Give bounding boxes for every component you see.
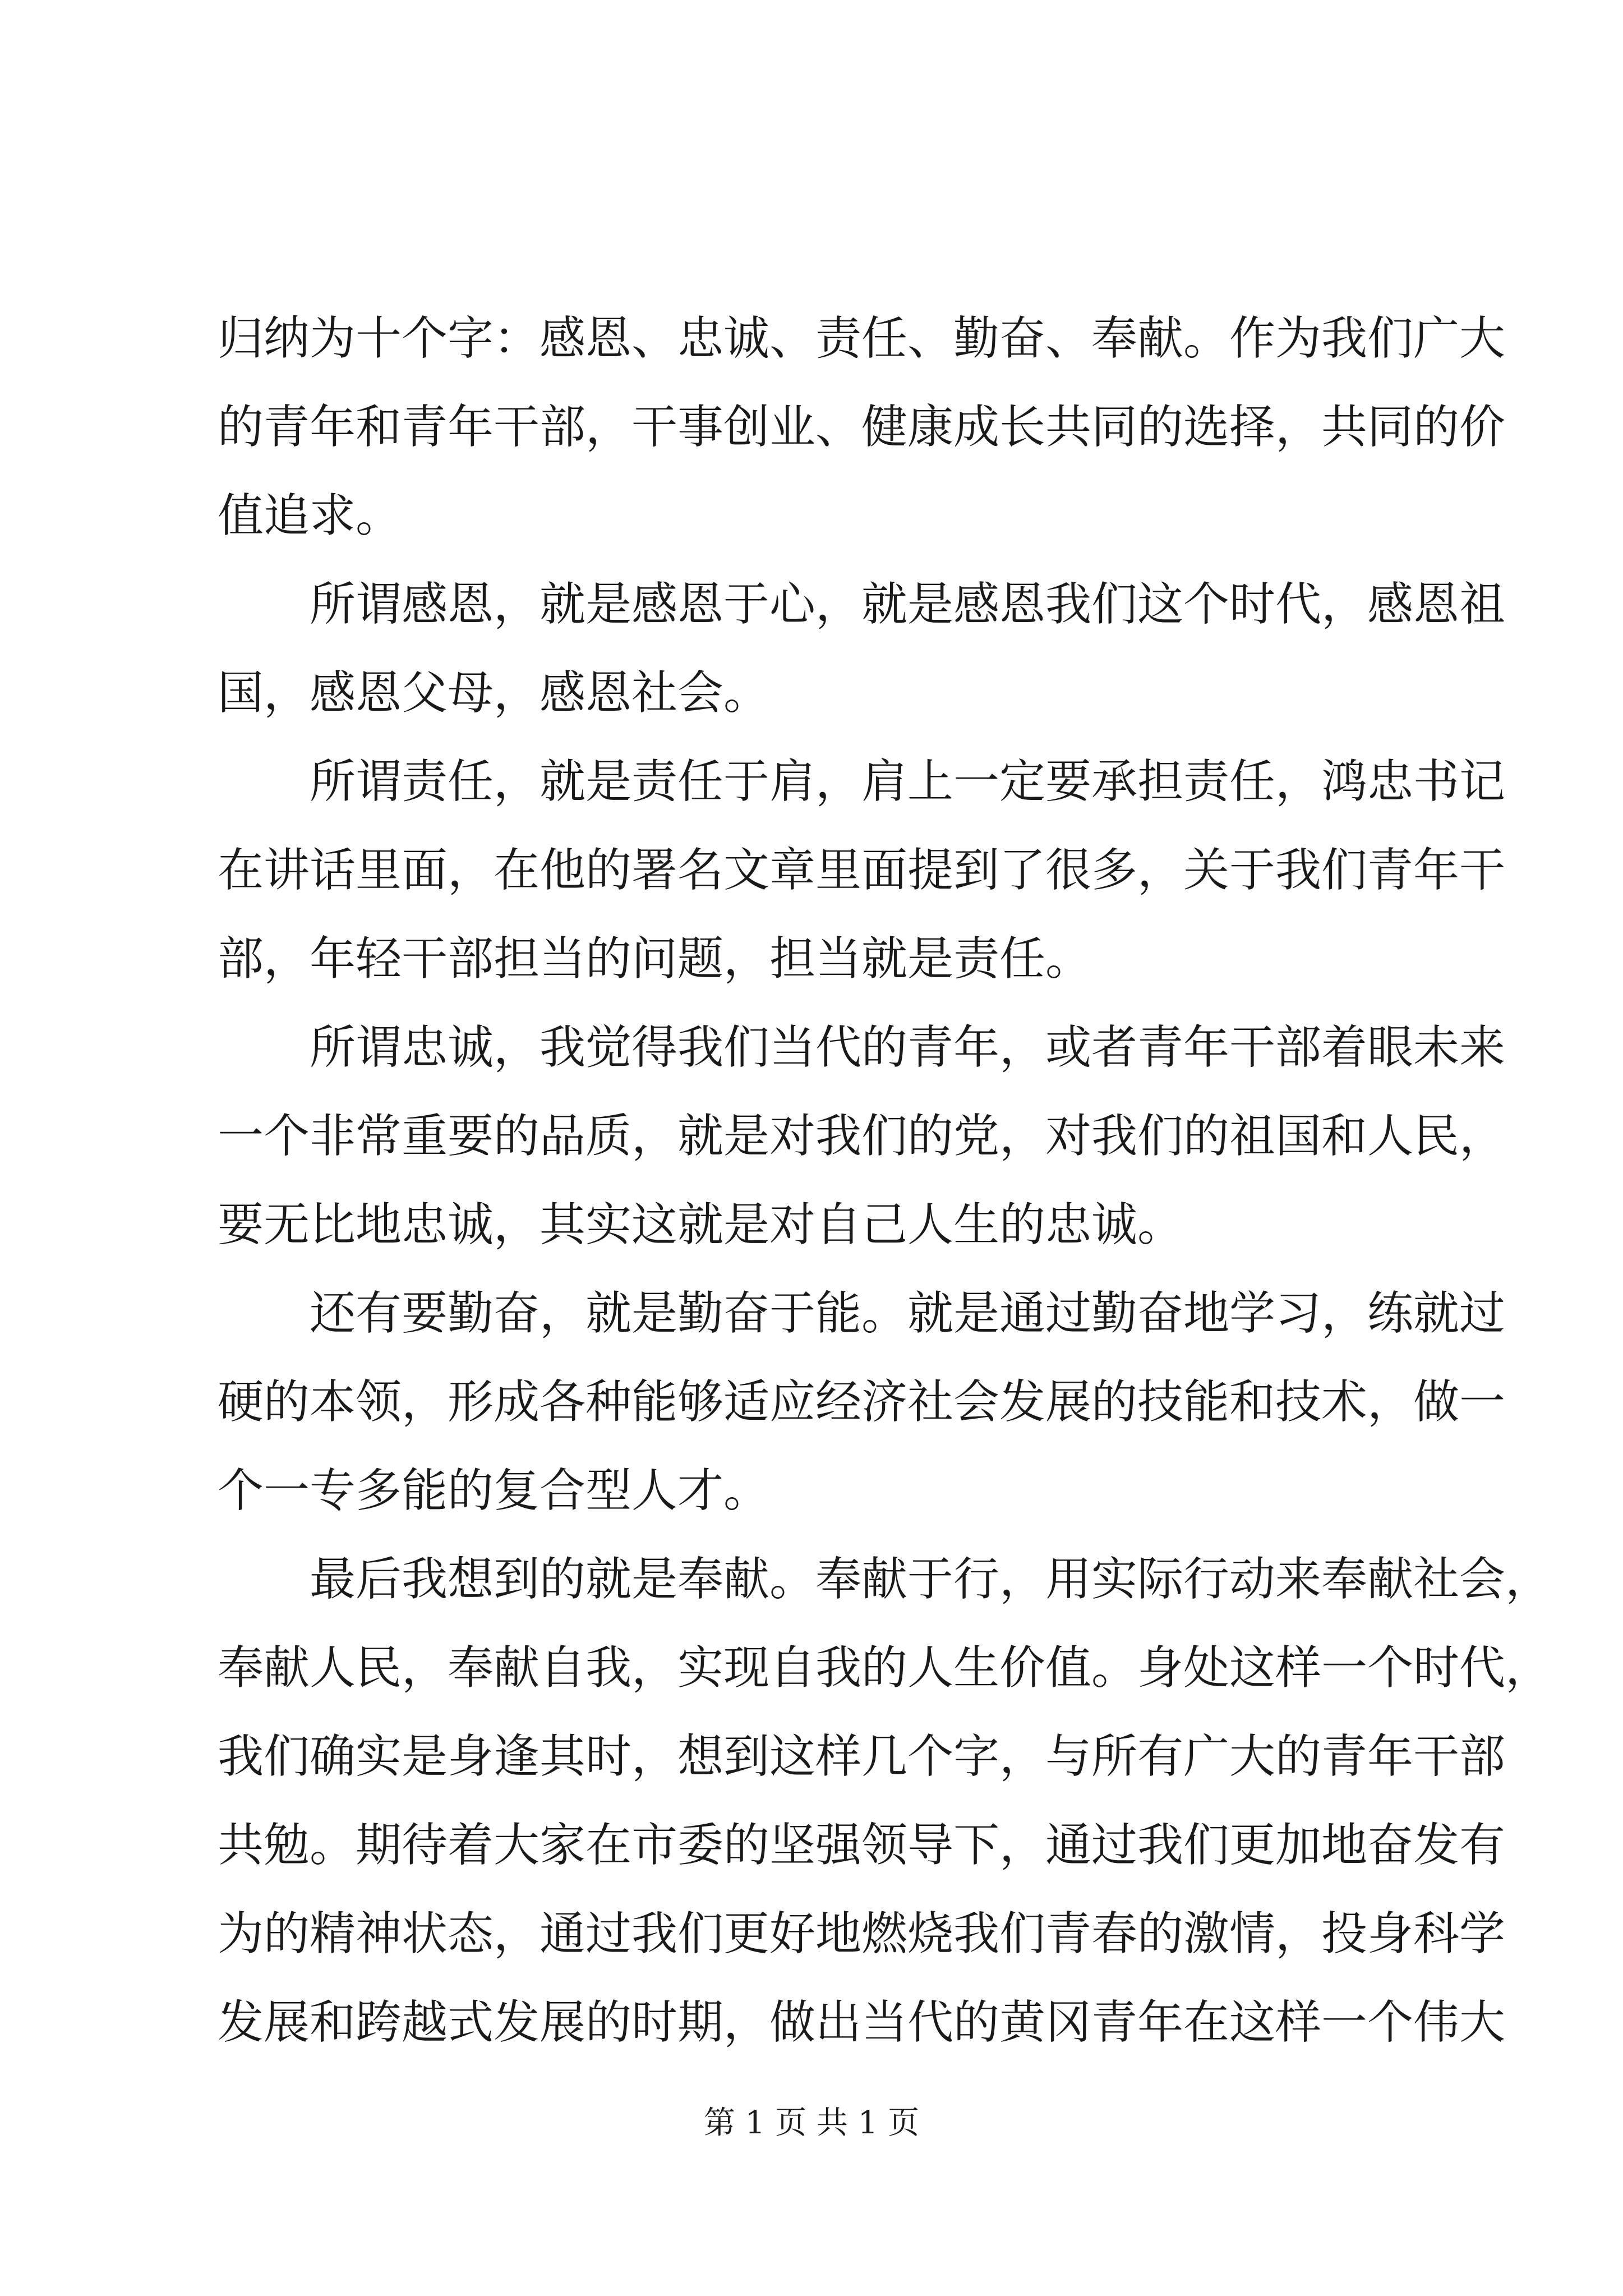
text-line: 还有要勤奋，就是勤奋于能。就是通过勤奋地学习，练就过 xyxy=(310,1287,1506,1340)
text-line: 为的精神状态，通过我们更好地燃烧我们青春的激情，投身科学 xyxy=(218,1907,1506,1961)
text-line: 归纳为十个字：感恩、忠诚、责任、勤奋、奉献。作为我们广大 xyxy=(218,312,1506,365)
text-line: 硬的本领，形成各种能够适应经济社会发展的技能和技术，做一 xyxy=(218,1375,1506,1429)
text-line: 个一专多能的复合型人才。 xyxy=(218,1464,770,1517)
text-line: 国，感恩父母，感恩社会。 xyxy=(218,666,770,720)
body-text xyxy=(218,295,1552,2067)
text-line: 一个非常重要的品质，就是对我们的党，对我们的祖国和人民， xyxy=(218,1110,1506,1163)
page-number-footer: 第 1 页 共 1 页 xyxy=(703,2105,920,2141)
text-line: 要无比地忠诚，其实这就是对自己人生的忠诚。 xyxy=(218,1198,1184,1251)
text-line: 发展和跨越式发展的时期，做出当代的黄冈青年在这样一个伟大 xyxy=(218,1996,1506,2049)
text-line: 部，年轻干部担当的问题，担当就是责任。 xyxy=(218,932,1092,986)
text-line: 最后我想到的就是奉献。奉献于行，用实际行动来奉献社会， xyxy=(310,1553,1552,1606)
text-line: 的青年和青年干部，干事创业、健康成长共同的选择，共同的价 xyxy=(218,401,1506,454)
text-line: 在讲话里面，在他的署名文章里面提到了很多，关于我们青年干 xyxy=(218,844,1506,897)
text-line: 我们确实是身逢其时，想到这样几个字，与所有广大的青年干部 xyxy=(218,1730,1506,1783)
text-line: 所谓忠诚，我觉得我们当代的青年，或者青年干部着眼未来 xyxy=(310,1021,1506,1074)
text-line: 共勉。期待着大家在市委的坚强领导下，通过我们更加地奋发有 xyxy=(218,1819,1506,1872)
text-line: 值追求。 xyxy=(218,489,402,542)
text-line: 所谓责任，就是责任于肩，肩上一定要承担责任，鸿忠书记 xyxy=(310,755,1506,808)
text-line: 所谓感恩，就是感恩于心，就是感恩我们这个时代，感恩祖 xyxy=(310,578,1506,631)
text-line: 奉献人民，奉献自我，实现自我的人生价值。身处这样一个时代， xyxy=(218,1641,1552,1695)
